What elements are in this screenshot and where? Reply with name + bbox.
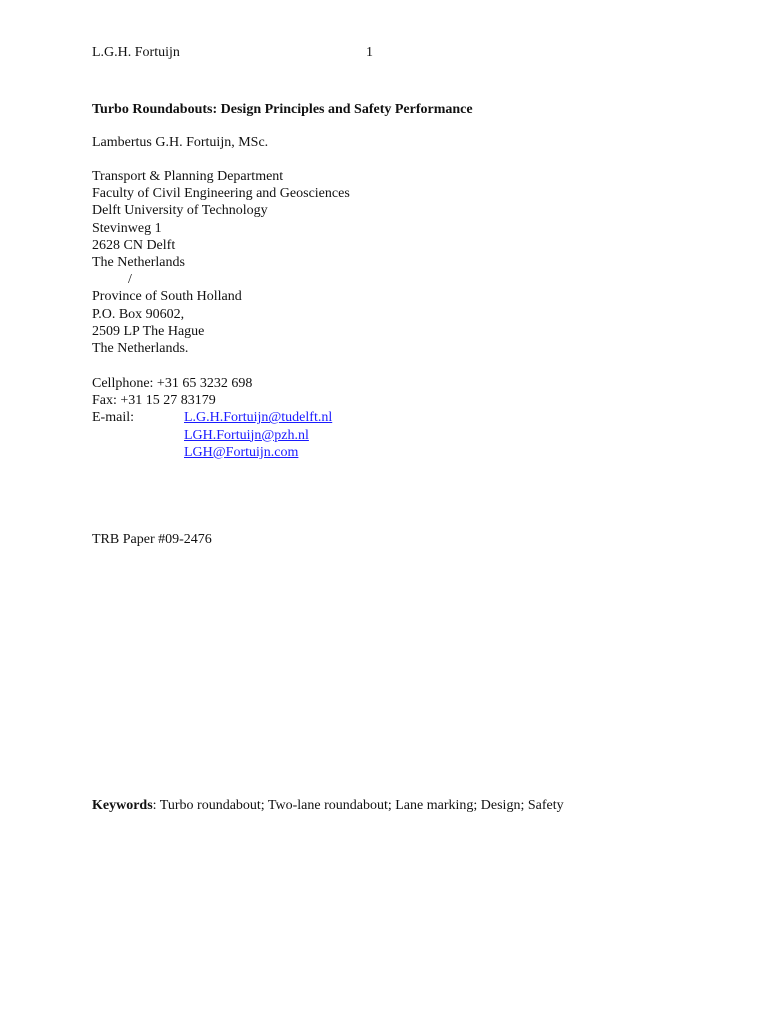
affiliation-line: P.O. Box 90602, (92, 306, 185, 322)
keywords-label: Keywords (92, 798, 153, 813)
email-label: E-mail: (92, 410, 134, 426)
paper-number: TRB Paper #09-2476 (92, 532, 212, 547)
fax-line: Fax: +31 15 27 83179 (92, 393, 216, 409)
email-link-fortuijn[interactable]: LGH@Fortuijn.com (184, 444, 299, 460)
email-row (92, 409, 333, 426)
affiliation-line: 2628 CN Delft (92, 237, 176, 253)
affiliation-line: The Netherlands. (92, 340, 189, 356)
running-header-author: L.G.H. Fortuijn (92, 45, 180, 60)
affiliation-line: The Netherlands (92, 254, 185, 270)
paper-title: Turbo Roundabouts: Design Principles and Safety Performance (92, 102, 473, 117)
affiliation-line: Faculty of Civil Engineering and Geosciences (92, 186, 350, 202)
email-link-pzh[interactable]: LGH.Fortuijn@pzh.nl (184, 427, 309, 443)
affiliation-line: Province of South Holland (92, 289, 242, 305)
email-row (92, 427, 309, 444)
contact-block (92, 375, 333, 461)
affiliation-line: Delft University of Technology (92, 203, 268, 219)
keywords-line (92, 797, 564, 814)
affiliation-separator: / (128, 272, 132, 288)
affiliation-line: Transport & Planning Department (92, 169, 284, 184)
author-affiliation (92, 168, 350, 357)
page-number: 1 (366, 45, 373, 60)
email-row (92, 444, 299, 461)
affiliation-line: Stevinweg 1 (92, 220, 162, 236)
cellphone-line: Cellphone: +31 65 3232 698 (92, 376, 253, 391)
author-name: Lambertus G.H. Fortuijn, MSc. (92, 135, 269, 150)
affiliation-line: 2509 LP The Hague (92, 323, 205, 339)
keywords-text: : Turbo roundabout; Two-lane roundabout; Lane marking; Design; Safety (152, 798, 564, 813)
email-link-tudelft[interactable]: L.G.H.Fortuijn@tudelft.nl (184, 410, 333, 426)
